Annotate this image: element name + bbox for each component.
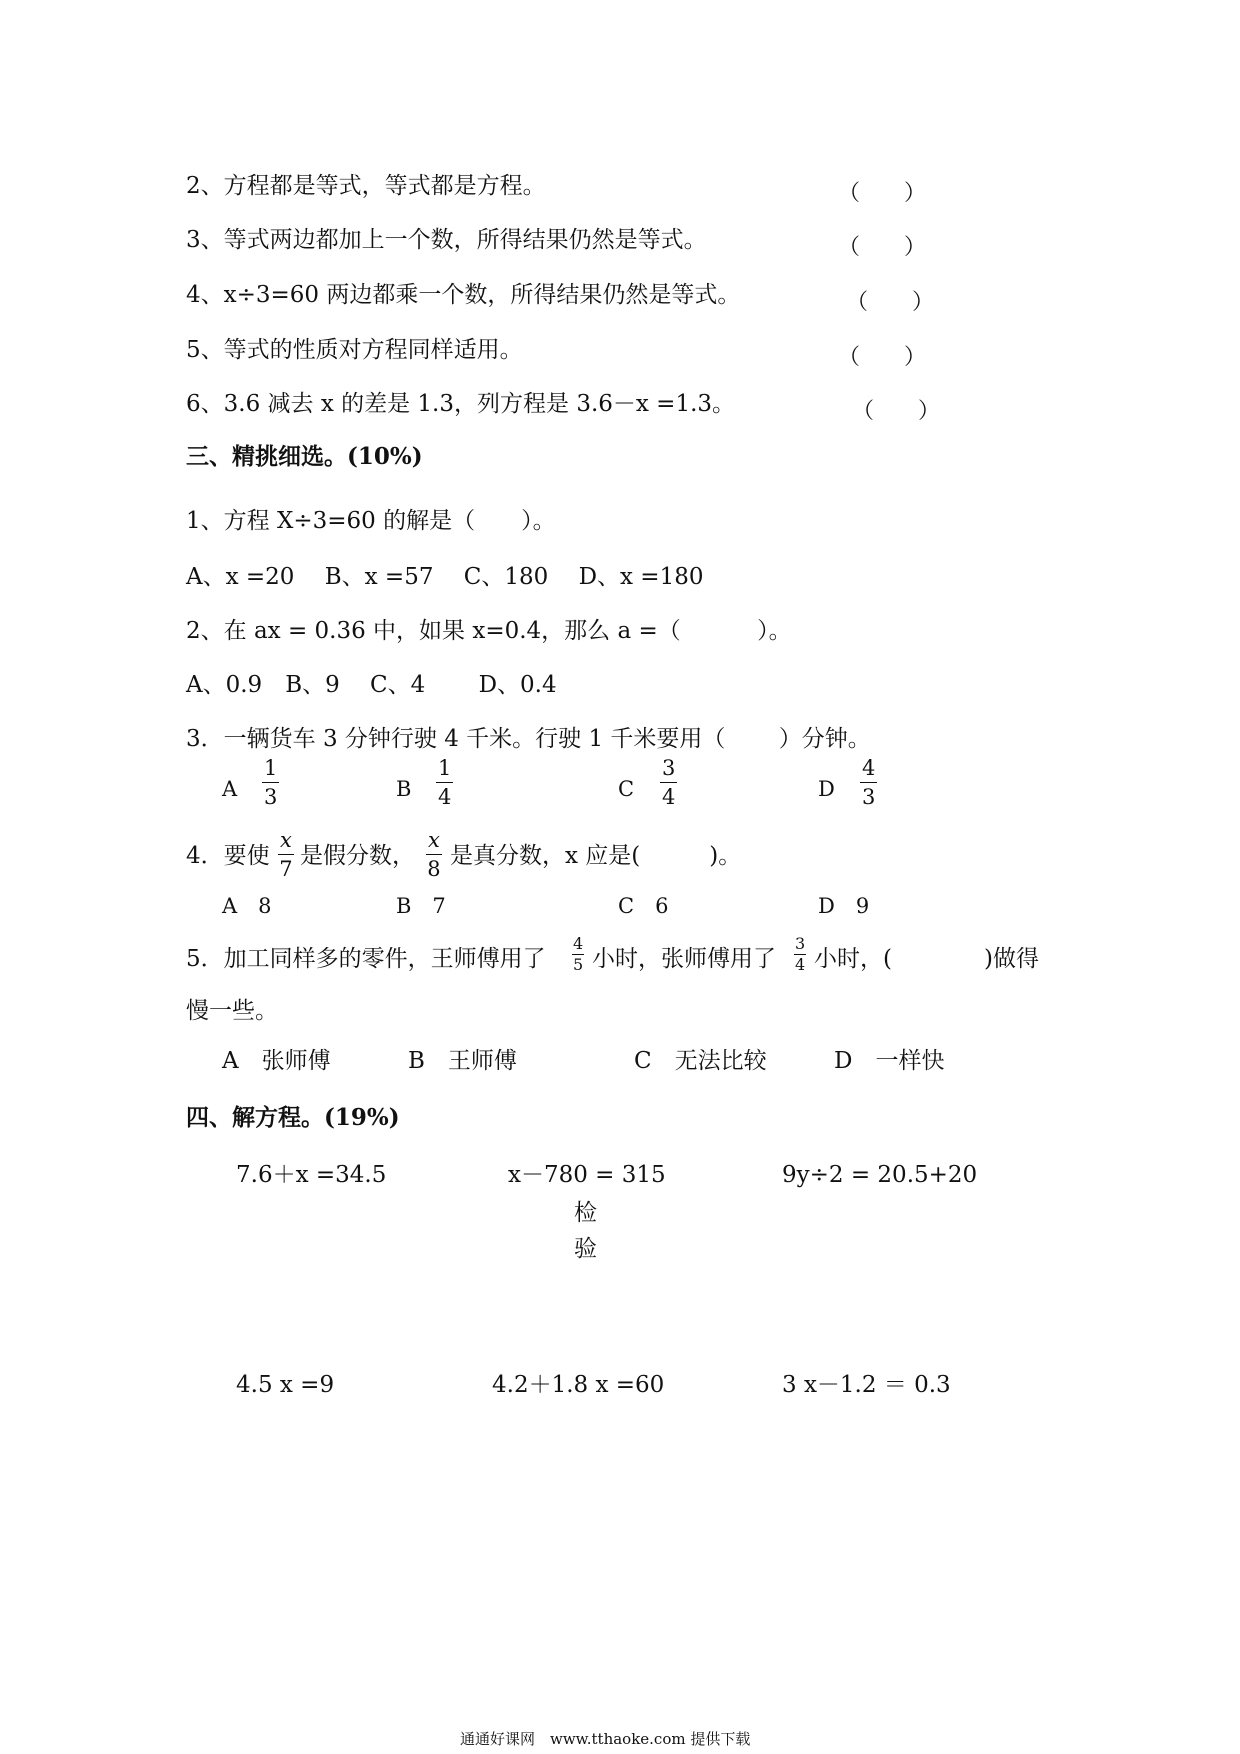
footer-text: 通通好课网 www.tthaoke.com 提供下载 (460, 1730, 751, 1748)
q3-option-a-fraction (262, 758, 279, 808)
q5-fraction-4-5 (572, 936, 584, 973)
fraction-numerator: 3 (795, 934, 806, 953)
fraction-numerator: 4 (573, 934, 584, 953)
fraction-numerator: 1 (438, 756, 452, 780)
q5-option-a: A 张师傅 (222, 1048, 331, 1074)
q3-option-c-letter: C (618, 777, 635, 801)
check-label-char-1: 检 (574, 1200, 597, 1226)
q5-option-c: C 无法比较 (634, 1048, 767, 1074)
fraction-numerator: 4 (862, 756, 876, 780)
answer-paren-2[interactable]: （ ） (838, 181, 927, 206)
answer-paren-5[interactable]: （ ） (838, 345, 927, 370)
equation-1: 7.6＋x =34.5 (236, 1162, 387, 1188)
fraction-denominator: 4 (662, 785, 676, 809)
judge-item-3: 3、等式两边都加上一个数，所得结果仍然是等式。 (186, 227, 707, 253)
answer-paren-3[interactable]: （ ） (838, 235, 927, 260)
q1-options: A、x =20 B、x =57 C、180 D、x =180 (186, 564, 704, 590)
q4-suffix: 是真分数，x 应是( )。 (450, 843, 742, 869)
judge-item-6: 6、3.6 减去 x 的差是 1.3，列方程是 3.6－x =1.3。 (186, 391, 736, 417)
q5-prefix: 5．加工同样多的零件，王师傅用了 (186, 946, 546, 972)
q4-option-b: B 7 (396, 894, 446, 918)
q4-option-a: A 8 (222, 894, 272, 918)
equation-2: x－780 = 315 (508, 1162, 666, 1188)
judge-item-5: 5、等式的性质对方程同样适用。 (186, 337, 523, 363)
fraction-numerator: 3 (662, 756, 676, 780)
q5-fraction-3-4 (794, 936, 806, 973)
section-4-title: 四、解方程。(19%) (186, 1104, 400, 1131)
fraction-denominator: 3 (264, 785, 278, 809)
equation-6: 3 x－1.2 ＝ 0.3 (782, 1372, 951, 1398)
answer-paren-4[interactable]: （ ） (846, 290, 935, 315)
q4-option-c: C 6 (618, 894, 669, 918)
equation-5: 4.2＋1.8 x =60 (492, 1372, 665, 1398)
q3-option-a-letter: A (222, 777, 238, 801)
equation-4: 4.5 x =9 (236, 1372, 335, 1398)
fraction-denominator: 5 (573, 955, 584, 974)
q5-line2: 慢一些。 (186, 998, 278, 1024)
q4-middle: 是假分数， (300, 843, 415, 869)
fraction-denominator: 8 (427, 857, 441, 881)
section-3-title: 三、精挑细选。(10%) (186, 443, 423, 470)
q5-suffix: 小时，( )做得 (814, 946, 1039, 972)
q5-middle: 小时，张师傅用了 (592, 946, 776, 972)
q5-option-b: B 王师傅 (408, 1048, 517, 1074)
fraction-numerator: 1 (264, 756, 278, 780)
q4-fraction-x-over-8 (426, 830, 442, 880)
fraction-denominator: 4 (438, 785, 452, 809)
q3-option-b-fraction (436, 758, 453, 808)
equation-3: 9y÷2 = 20.5+20 (782, 1162, 978, 1188)
judge-item-2: 2、方程都是等式，等式都是方程。 (186, 173, 546, 199)
fraction-denominator: 7 (279, 857, 293, 881)
q2-text: 2、在 ax = 0.36 中，如果 x=0.4，那么 a =（ ）。 (186, 618, 792, 644)
judge-item-4: 4、x÷3=60 两边都乘一个数，所得结果仍然是等式。 (186, 282, 741, 308)
q5-option-d: D 一样快 (834, 1048, 945, 1074)
q1-text: 1、方程 X÷3=60 的解是（ ）。 (186, 508, 556, 534)
fraction-denominator: 3 (862, 785, 876, 809)
q3-text: 3．一辆货车 3 分钟行驶 4 千米。行驶 1 千米要用（ ）分钟。 (186, 726, 871, 752)
fraction-denominator: 4 (795, 955, 806, 974)
q4-option-d: D 9 (818, 894, 870, 918)
q3-option-d-fraction (860, 758, 877, 808)
q3-option-d-letter: D (818, 777, 835, 801)
check-label-char-2: 验 (574, 1236, 597, 1262)
q2-options: A、0.9 B、9 C、4 D、0.4 (186, 672, 557, 698)
q4-fraction-x-over-7 (278, 830, 294, 880)
answer-paren-6[interactable]: （ ） (852, 399, 941, 424)
q3-option-c-fraction (660, 758, 677, 808)
fraction-numerator: x (280, 828, 292, 852)
q4-prefix: 4．要使 (186, 843, 270, 869)
fraction-numerator: x (428, 828, 440, 852)
q3-option-b-letter: B (396, 777, 412, 801)
